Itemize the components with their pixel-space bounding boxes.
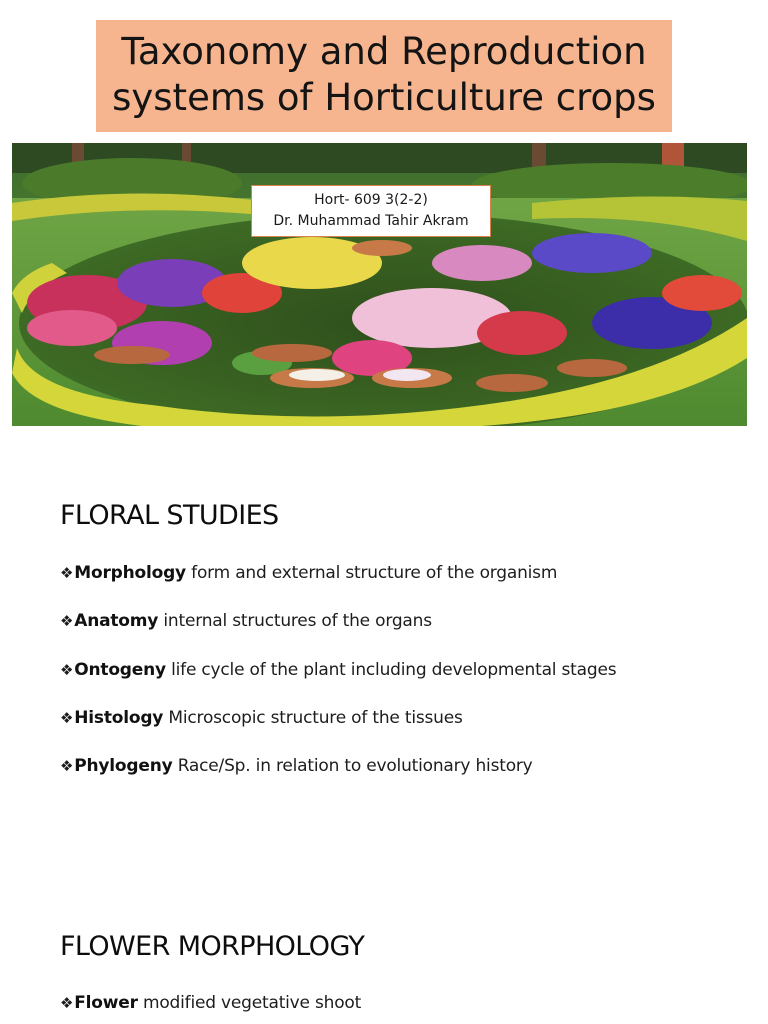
diamond-bullet-icon: ❖ [60,709,74,727]
list-item: ❖Anatomy internal structures of the organs [60,611,432,631]
course-info-box [251,185,491,237]
list-item: ❖Morphology form and external structure of the organism [60,563,558,583]
slide-title-line-2: systems of Horticulture crops [112,76,656,119]
list-item: ❖Flower modified vegetative shoot [60,993,362,1013]
list-item: ❖Histology Microscopic structure of the tissues [60,708,463,728]
list-item: ❖Phylogeny Race/Sp. in relation to evolutionary history [60,756,533,776]
floral-studies-heading: FLORAL STUDIES [60,500,279,531]
diamond-bullet-icon: ❖ [60,661,74,679]
slide-title [96,20,672,132]
diamond-bullet-icon: ❖ [60,612,74,630]
diamond-bullet-icon: ❖ [60,994,74,1012]
slide-title-line-1: Taxonomy and Reproduction [121,30,647,73]
flower-morphology-heading: FLOWER MORPHOLOGY [60,931,365,962]
instructor-name: Dr. Muhammad Tahir Akram [273,213,469,229]
diamond-bullet-icon: ❖ [60,757,74,775]
course-code: Hort- 609 3(2-2) [314,192,428,208]
diamond-bullet-icon: ❖ [60,564,74,582]
list-item: ❖Ontogeny life cycle of the plant including developmental stages [60,660,617,680]
